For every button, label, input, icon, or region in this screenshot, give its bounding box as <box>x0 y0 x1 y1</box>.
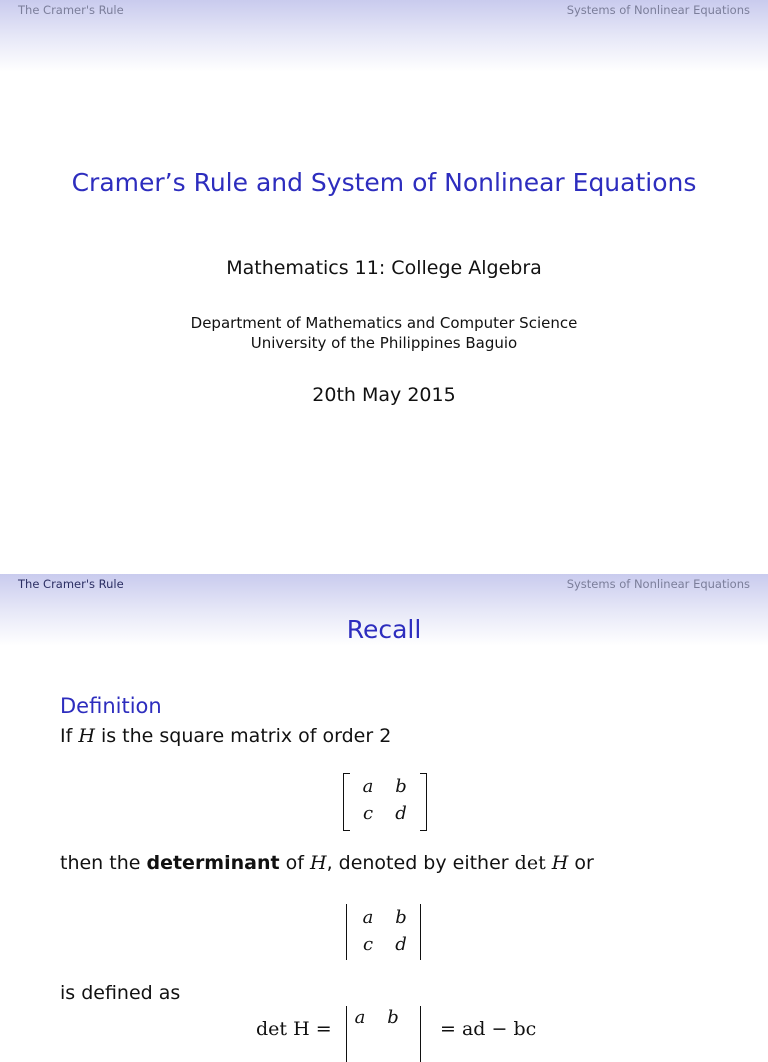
determinant-notation <box>340 904 430 960</box>
definition-line-3: is defined as <box>60 982 181 1004</box>
header-subsection-link[interactable]: Systems of Nonlinear Equations <box>566 3 750 17</box>
right-bar <box>420 904 421 960</box>
matrix-entry-c: c <box>362 803 374 824</box>
det-operator: det <box>514 852 546 874</box>
det-formula-prefix: det H = <box>256 1018 332 1040</box>
recall-slide <box>0 574 768 1040</box>
header-subsection-link[interactable]: Systems of Nonlinear Equations <box>566 577 750 591</box>
line2-after: or <box>568 852 594 874</box>
line2-mid: of <box>279 852 310 874</box>
matrix-variable-h: H <box>551 852 569 874</box>
header-section-link[interactable]: The Cramer's Rule <box>18 3 124 17</box>
frame-title: Recall <box>346 615 422 644</box>
matrix-h <box>340 773 430 829</box>
line2-mid2: , denoted by either <box>326 852 515 874</box>
institute-line-2: University of the Philippines Baguio <box>250 334 518 352</box>
presentation-date: 20th May 2015 <box>312 384 456 406</box>
det-entry-c: c <box>362 934 374 955</box>
definition-block-title: Definition <box>60 694 162 718</box>
left-bar <box>346 1006 347 1062</box>
det-entry-d: d <box>395 934 407 955</box>
matrix-entry-d: d <box>395 803 407 824</box>
slide-header <box>0 0 768 72</box>
right-bar <box>420 1006 421 1062</box>
definition-line-2 <box>60 852 594 874</box>
det-entry-b: b <box>395 907 407 928</box>
right-bracket <box>420 773 427 831</box>
presentation-title: Cramer’s Rule and System of Nonlinear Equations <box>71 168 697 197</box>
left-bar <box>346 904 347 960</box>
matrix-entry-a: a <box>362 776 374 797</box>
header-section-link[interactable]: The Cramer's Rule <box>18 577 124 591</box>
definition-line-1 <box>60 725 391 747</box>
matrix-variable-h: H <box>309 852 327 874</box>
formula-entry-a: a <box>354 1007 366 1028</box>
det-entry-a: a <box>362 907 374 928</box>
institute-line-1: Department of Mathematics and Computer Science <box>190 314 578 332</box>
det-formula-suffix: = ad − bc <box>440 1018 537 1040</box>
presentation-subtitle: Mathematics 11: College Algebra <box>226 257 542 279</box>
line2-before: then the <box>60 852 147 874</box>
matrix-entry-b: b <box>395 776 407 797</box>
line1-after: is the square matrix of order 2 <box>94 725 392 747</box>
determinant-term: determinant <box>146 852 280 874</box>
formula-entry-b: b <box>387 1007 399 1028</box>
matrix-variable-h: H <box>78 725 95 747</box>
line1-before: If <box>60 725 79 747</box>
determinant-formula-matrix <box>340 1006 430 1062</box>
left-bracket <box>343 773 350 831</box>
